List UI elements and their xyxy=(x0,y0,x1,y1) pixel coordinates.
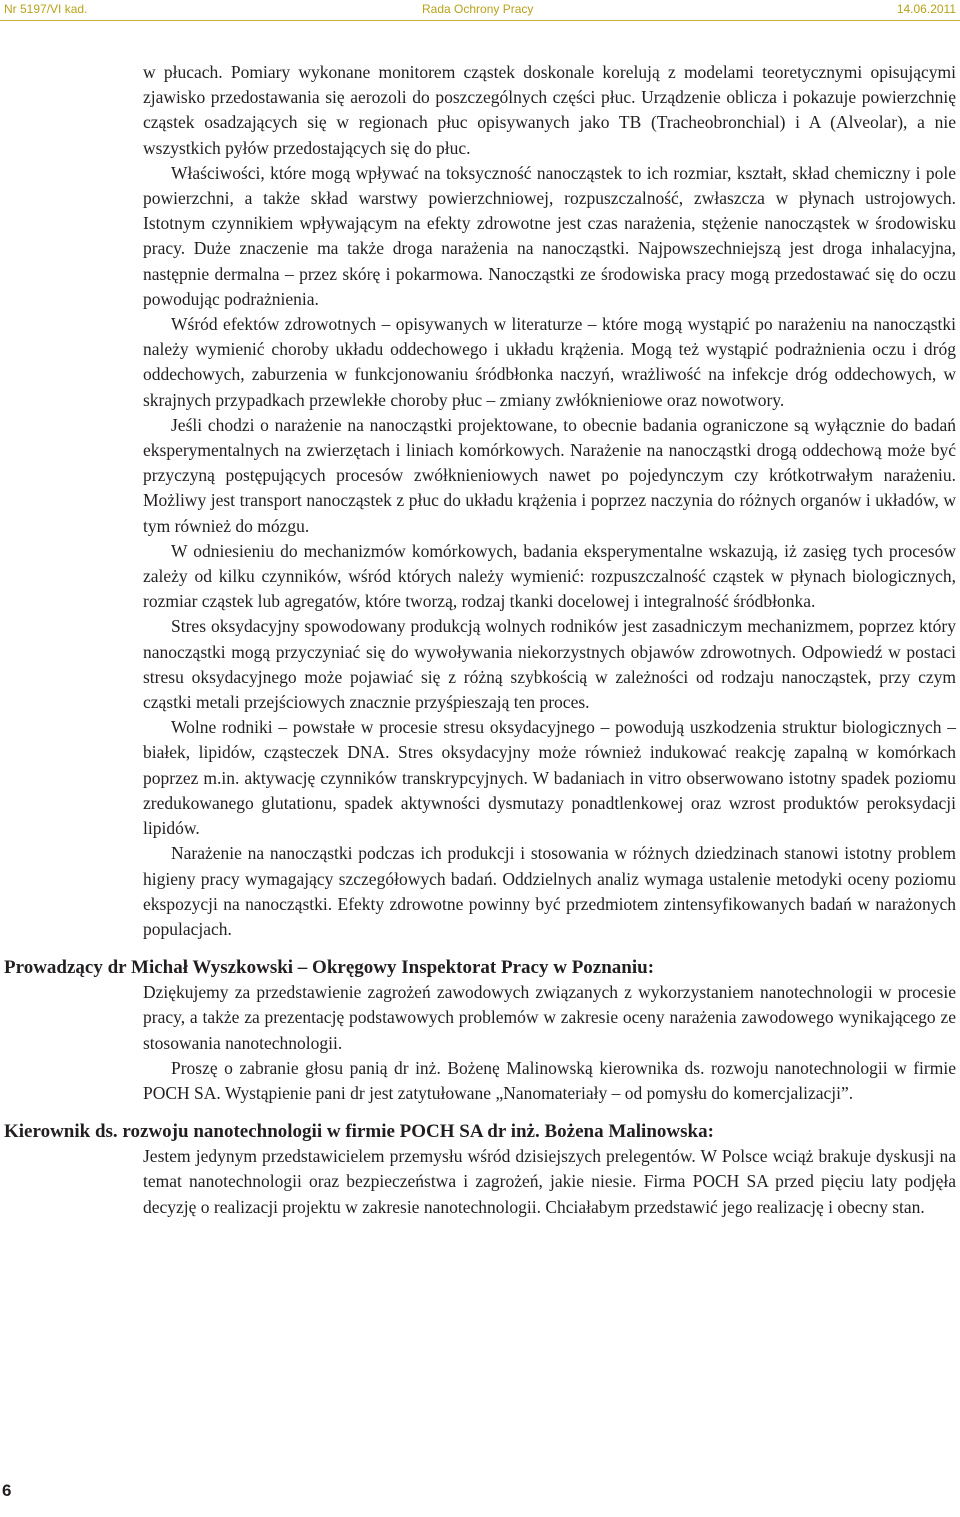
speaker-heading-moderator: Prowadzący dr Michał Wyszkowski – Okręgowy Inspektorat Pracy w Poznaniu: xyxy=(4,957,655,979)
page-number: 6 xyxy=(2,1481,12,1500)
malinowska-text xyxy=(143,1144,956,1220)
issue-number: Nr 5197/VI kad. xyxy=(4,2,88,16)
paragraph-5: W odniesieniu do mechanizmów komórkowych, badania eksperymentalne wskazują, iż zasięg tych procesów zależy od kilku czynników, wśród których należy wymienić: rozpuszczalność cząstek w płynach biologicznych, rozmiar cząstek lub agregatów, które tworzą, rodzaj tkanki docelowej i integralność śródbłonka. xyxy=(143,540,956,612)
speaker-heading-malinowska: Kierownik ds. rozwoju nanotechnologii w firmie POCH SA dr inż. Bożena Malinowska: xyxy=(4,1121,714,1143)
paragraph-1: w płucach. Pomiary wykonane monitorem cząstek doskonale korelują z modelami teoretycznymi opisującymi zjawisko przedostawania się aerozoli do poszczególnych części płuc. Urządzenie oblicza i pokazuje powierzchnię cząstek osadzających się w regionach płuc opisywanych jako TB (Tracheobronchial) i A (Alveolar), a nie wszystkich pyłów przedostających się do płuc. xyxy=(143,62,956,158)
paragraph-6: Stres oksydacyjny spowodowany produkcją wolnych rodników jest zasadniczym mechanizmem, poprzez który nanocząstki mogą przyczyniać się do wywoływania niekorzystnych objawów zdrowotnych. Odpowiedź w postaci stresu oksydacyjnego może pojawiać się z różną szybkością w zależności od rodzaju nanocząstek, przy czym cząstki metali przejściowych znacznie przyśpieszają ten proces. xyxy=(143,616,956,713)
lecture-text xyxy=(143,60,956,942)
meeting-date: 14.06.2011 xyxy=(896,2,956,16)
paragraph-8: Narażenie na nanocząstki podczas ich produkcji i stosowania w różnych dziedzinach stanowi istotny problem higieny pracy wymagający szczegółowych badań. Oddzielnych analiz wymaga ustalenie metodyki oceny poziomu ekspozycji na nanocząstki. Efekty zdrowotne powinny być przedmiotem zintensyfikowanych badań w narażonych populacjach. xyxy=(143,843,956,939)
page-body xyxy=(0,60,960,1220)
moderator-text xyxy=(143,980,956,1106)
moderator-paragraph-1: Dziękujemy za przedstawienie zagrożeń zawodowych związanych z wykorzystaniem nanotechnologii w procesie pracy, a także za prezentację podstawowych problemów w zakresie oceny narażenia zawodowego wynikającego ze stosowania nanotechnologii. xyxy=(143,982,956,1053)
page-header xyxy=(0,0,960,22)
header-rule xyxy=(0,20,960,21)
paragraph-7: Wolne rodniki – powstałe w procesie stresu oksydacyjnego – powodują uszkodzenia struktur biologicznych – białek, lipidów, cząsteczek DNA. Stres oksydacyjny może również indukować reakcję zapalną w komórkach poprzez m.in. aktywację czynników transkrypcyjnych. W badaniach in vitro obserwowano istotny spadek poziomu zredukowanego glutationu, spadek aktywności dysmutazy ponadtlenkowej oraz wzrost produktów peroksydacji lipidów. xyxy=(143,717,956,839)
malinowska-paragraph-1: Jestem jedynym przedstawicielem przemysłu wśród dzisiejszych prelegentów. W Polsce wciąż brakuje dyskusji na temat nanotechnologii oraz bezpieczeństwa i zagrożeń, jakie niesie. Firma POCH SA przed pięciu laty podjęła decyzję o realizacji projektu w zakresie nanotechnologii. Chciałabym przedstawić jego realizację i obecny stan. xyxy=(143,1146,956,1217)
publication-title: Rada Ochrony Pracy xyxy=(422,2,534,16)
paragraph-2: Właściwości, które mogą wpływać na toksyczność nanocząstek to ich rozmiar, kształt, skład chemiczny i pole powierzchni, a także skład warstwy powierzchniowej, rozpuszczalność, zwłaszcza w płynach ustrojowych. Istotnym czynnikiem wpływającym na efekty zdrowotne jest czas narażenia, stężenie nanocząstek w środowisku pracy. Duże znaczenie ma także droga narażenia na nanocząstki. Najpowszechniejszą jest droga inhalacyjna, następnie dermalna – przez skórę i pokarmowa. Nanocząstki ze środowiska pracy mogą przedostawać się do oczu powodując podrażnienia. xyxy=(143,162,956,309)
paragraph-4: Jeśli chodzi o narażenie na nanocząstki projektowane, to obecnie badania ograniczone są wyłącznie do badań eksperymentalnych na zwierzętach i liniach komórkowych. Narażenie na nanocząstki drogą oddechową może być przyczyną postępujących procesów zwółknieniowych nawet po pojedynczym czy krótkotrwałym narażeniu. Możliwy jest transport nanocząstek z płuc do układu krążenia i poprzez naczynia do różnych organów i układów, w tym również do mózgu. xyxy=(143,414,956,536)
moderator-paragraph-2: Proszę o zabranie głosu panią dr inż. Bożenę Malinowską kierownika ds. rozwoju nanotechnologii w firmie POCH SA. Wystąpienie pani dr jest zatytułowane „Nanomateriały – od pomysłu do komercjalizacji”. xyxy=(143,1057,956,1103)
paragraph-3: Wśród efektów zdrowotnych – opisywanych w literaturze – które mogą wystąpić po narażeniu na nanocząstki należy wymienić choroby układu oddechowego i układu krążenia. Mogą też wystąpić podrażnienia oczu i dróg oddechowych, zaburzenia w funkcjonowaniu śródbłonka naczyń, wrażliwość na infekcje dróg oddechowych, w skrajnych przypadkach przewlekłe choroby płuc – zmiany zwłóknieniowe oraz nowotwory. xyxy=(143,314,956,410)
